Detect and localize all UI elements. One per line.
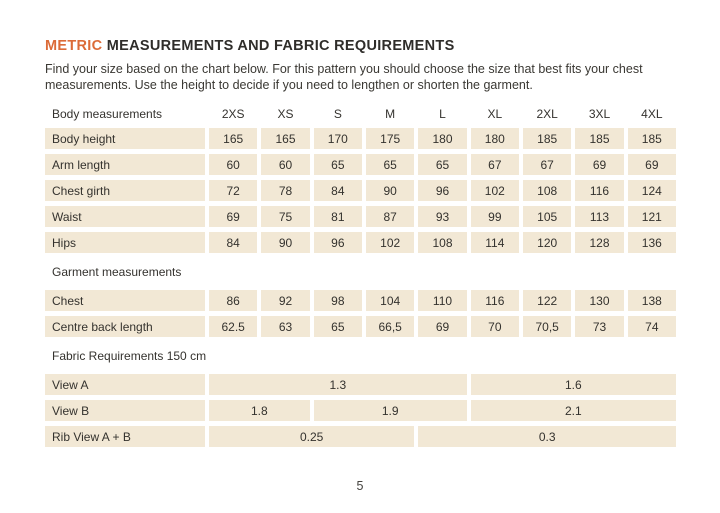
table-cell: 180 (471, 128, 519, 149)
section-label-garment-measurements: Garment measurements (45, 258, 676, 285)
size-header-2xl: 2XL (523, 104, 571, 123)
table-cell: 87 (366, 206, 414, 227)
table-cell: 185 (523, 128, 571, 149)
table-cell: 75 (261, 206, 309, 227)
table-cell: 122 (523, 290, 571, 311)
page-title-accent: METRIC (45, 38, 103, 54)
merged-cell-rib-2: 0.3 (418, 426, 676, 447)
table-cell: 70 (471, 316, 519, 337)
table-header-body-measurements: Body measurements (45, 104, 205, 123)
table-cell: 90 (366, 180, 414, 201)
table-cell: 84 (209, 232, 257, 253)
table-cell: 72 (209, 180, 257, 201)
table-cell: 65 (314, 154, 362, 175)
table-cell: 98 (314, 290, 362, 311)
table-cell: 170 (314, 128, 362, 149)
table-cell: 128 (575, 232, 623, 253)
table-cell: 110 (418, 290, 466, 311)
table-cell: 165 (209, 128, 257, 149)
row-label-view-b: View B (45, 400, 205, 421)
table-cell: 63 (261, 316, 309, 337)
table-cell: 180 (418, 128, 466, 149)
table-cell: 96 (314, 232, 362, 253)
table-cell: 130 (575, 290, 623, 311)
page-content (45, 37, 676, 447)
table-cell: 121 (628, 206, 676, 227)
merged-cell-view-b-3: 2.1 (471, 400, 676, 421)
table-cell: 185 (628, 128, 676, 149)
table-cell: 92 (261, 290, 309, 311)
size-header-l: L (418, 104, 466, 123)
table-cell: 116 (575, 180, 623, 201)
table-cell: 66,5 (366, 316, 414, 337)
size-header-xs: XS (261, 104, 309, 123)
table-cell: 105 (523, 206, 571, 227)
table-cell: 70,5 (523, 316, 571, 337)
table-cell: 124 (628, 180, 676, 201)
size-header-2xs: 2XS (209, 104, 257, 123)
merged-cell-view-b-1: 1.8 (209, 400, 310, 421)
intro-line-2: measurements. Use the height to decide if you need to lengthen or shorten the garment. (45, 78, 533, 92)
row-label-view-a: View A (45, 374, 205, 395)
table-cell: 136 (628, 232, 676, 253)
table-cell: 78 (261, 180, 309, 201)
row-label-arm-length: Arm length (45, 154, 205, 175)
row-label-hips: Hips (45, 232, 205, 253)
row-label-waist: Waist (45, 206, 205, 227)
size-chart-table (45, 104, 676, 447)
table-cell: 67 (523, 154, 571, 175)
merged-cell-view-a-1: 1.3 (209, 374, 467, 395)
table-cell: 62.5 (209, 316, 257, 337)
table-cell: 69 (418, 316, 466, 337)
table-cell: 102 (366, 232, 414, 253)
table-cell: 108 (418, 232, 466, 253)
table-cell: 69 (209, 206, 257, 227)
table-cell: 93 (418, 206, 466, 227)
page-number: 5 (356, 479, 364, 493)
table-cell: 96 (418, 180, 466, 201)
table-cell: 81 (314, 206, 362, 227)
merged-cell-view-b-2: 1.9 (314, 400, 467, 421)
table-cell: 60 (209, 154, 257, 175)
table-cell: 99 (471, 206, 519, 227)
section-label-fabric-requirements: Fabric Requirements 150 cm (45, 342, 676, 369)
table-cell: 116 (471, 290, 519, 311)
row-label-chest: Chest (45, 290, 205, 311)
table-cell: 84 (314, 180, 362, 201)
table-cell: 175 (366, 128, 414, 149)
table-cell: 60 (261, 154, 309, 175)
table-cell: 65 (418, 154, 466, 175)
row-label-chest-girth: Chest girth (45, 180, 205, 201)
table-cell: 104 (366, 290, 414, 311)
table-cell: 69 (575, 154, 623, 175)
table-cell: 102 (471, 180, 519, 201)
intro-line-1: Find your size based on the chart below. For this pattern you should choose the size that best fits your chest (45, 62, 643, 76)
size-header-s: S (314, 104, 362, 123)
page-title-rest: MEASUREMENTS AND FABRIC REQUIREMENTS (106, 38, 455, 54)
size-header-xl: XL (471, 104, 519, 123)
intro-paragraph (45, 61, 676, 93)
table-cell: 90 (261, 232, 309, 253)
size-header-3xl: 3XL (575, 104, 623, 123)
size-header-4xl: 4XL (628, 104, 676, 123)
merged-cell-view-a-2: 1.6 (471, 374, 676, 395)
table-cell: 114 (471, 232, 519, 253)
table-cell: 165 (261, 128, 309, 149)
table-cell: 108 (523, 180, 571, 201)
merged-cell-rib-1: 0.25 (209, 426, 414, 447)
page-title (45, 37, 676, 56)
table-cell: 65 (314, 316, 362, 337)
table-cell: 138 (628, 290, 676, 311)
table-cell: 86 (209, 290, 257, 311)
row-label-centre-back-length: Centre back length (45, 316, 205, 337)
size-header-m: M (366, 104, 414, 123)
table-cell: 69 (628, 154, 676, 175)
table-cell: 185 (575, 128, 623, 149)
table-cell: 113 (575, 206, 623, 227)
table-cell: 74 (628, 316, 676, 337)
table-cell: 65 (366, 154, 414, 175)
table-cell: 73 (575, 316, 623, 337)
row-label-rib-view-a-b: Rib View A + B (45, 426, 205, 447)
row-label-body-height: Body height (45, 128, 205, 149)
table-cell: 67 (471, 154, 519, 175)
table-cell: 120 (523, 232, 571, 253)
